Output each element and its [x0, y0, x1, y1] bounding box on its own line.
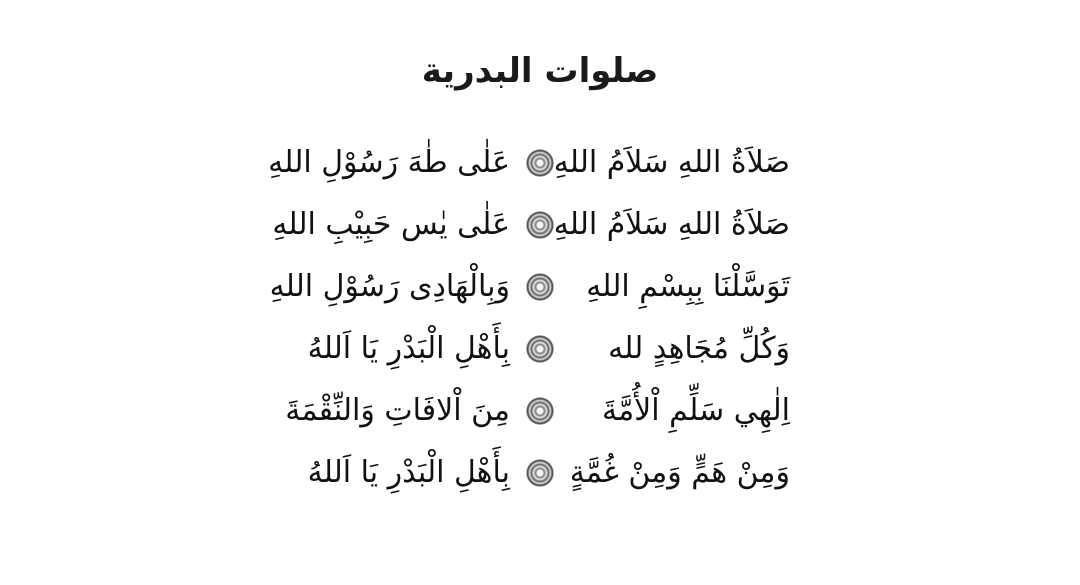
verse-first-hemistich: وَكُلِّ مُجَاهِدٍ لله: [608, 331, 790, 366]
verse-first-hemistich: تَوَسَّلْنَا بِبِسْمِ اللهِ: [586, 269, 790, 304]
rosette-ornament-icon: [526, 149, 554, 177]
page-title: صلوات البدرية: [421, 51, 659, 91]
verse-first-hemistich: صَلاَةُ اللهِ سَلاَمُ اللهِ: [553, 207, 790, 242]
verse-row: [269, 256, 790, 318]
verse-first-hemistich: صَلاَةُ اللهِ سَلاَمُ اللهِ: [553, 145, 790, 180]
verse-second-hemistich: مِنَ اْلافَاتِ وَالنِّقْمَةَ: [285, 393, 510, 428]
verse-row: [285, 380, 790, 442]
rosette-ornament-icon: [526, 459, 554, 487]
rosette-ornament-icon: [526, 211, 554, 239]
rosette-ornament-icon: [526, 335, 554, 363]
verse-second-hemistich: عَلٰى يٰس حَبِيْبِ اللهِ: [272, 207, 510, 242]
verse-row: [272, 194, 790, 256]
verse-list: [268, 132, 790, 504]
verse-second-hemistich: بِأَهْلِ الْبَدْرِ يَا اَللهُ: [307, 331, 510, 366]
verse-row: [268, 132, 790, 194]
rosette-ornament-icon: [526, 397, 554, 425]
verse-second-hemistich: وَبِالْهَادِى رَسُوْلِ اللهِ: [269, 269, 510, 304]
verse-second-hemistich: عَلٰى طٰهَ رَسُوْلِ اللهِ: [268, 145, 510, 180]
verse-second-hemistich: بِأَهْلِ الْبَدْرِ يَا اَللهُ: [307, 455, 510, 490]
rosette-ornament-icon: [526, 273, 554, 301]
verse-first-hemistich: وَمِنْ هَمٍّ وَمِنْ غُمَّةٍ: [569, 455, 790, 490]
verse-row: [290, 318, 790, 380]
verse-first-hemistich: اِلٰهِي سَلِّمِ اْلأُمَّةَ: [601, 393, 790, 428]
verse-row: [290, 442, 790, 504]
